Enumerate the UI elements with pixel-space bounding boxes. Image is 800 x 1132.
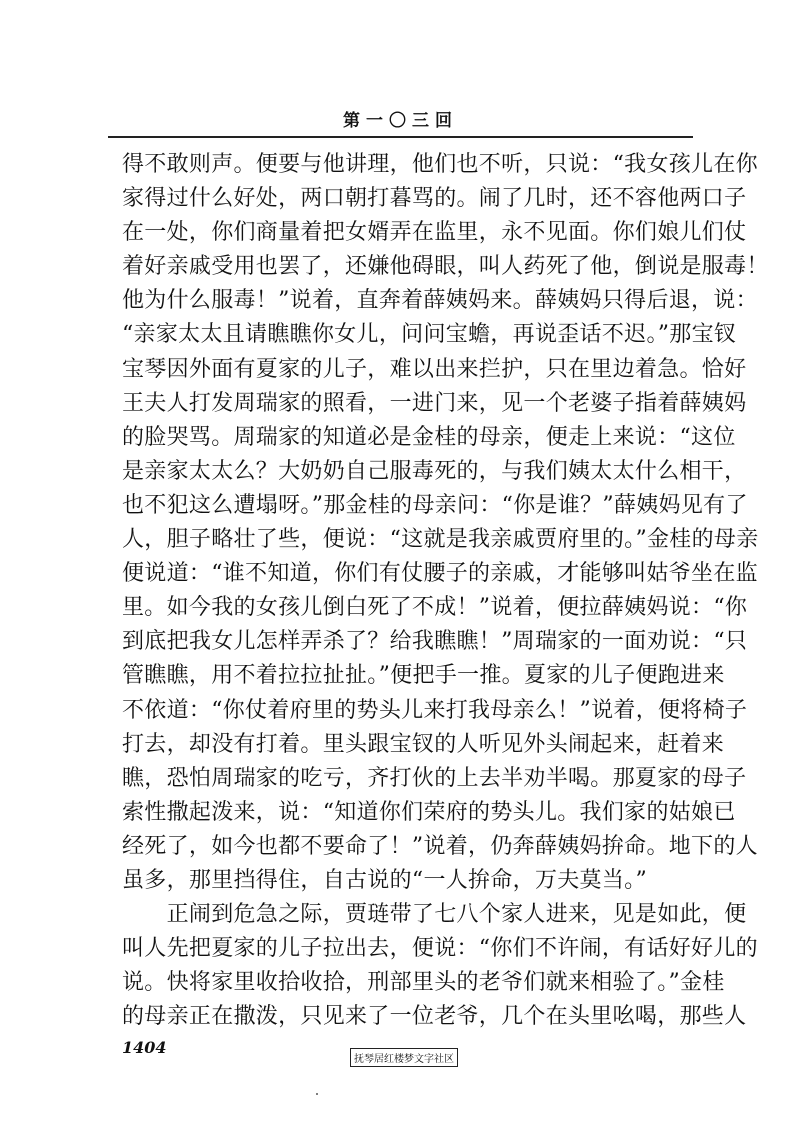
text-line: 家得过什么好处，两口朝打暮骂的。闹了几时，还不容他两口子	[122, 186, 747, 212]
text-line: 里。如今我的女孩儿倒白死了不成！”说着，便拉薛姨妈说：“你	[122, 595, 748, 621]
text-line: 不依道：“你仗着府里的势头儿来打我母亲么！”说着，便将椅子	[122, 697, 748, 723]
text-line: 得不敢则声。便要与他讲理，他们也不听，只说：“我女孩儿在你	[122, 152, 758, 177]
text-line: 虽多，那里挡得住，自古说的“一人拚命，万夫莫当。”	[122, 867, 647, 893]
chapter-title: 第一〇三回	[343, 111, 458, 131]
watermark-stamp: 抚琴居红楼梦文字社区	[350, 1048, 458, 1067]
text-line: 王夫人打发周瑞家的照看，一进门来，见一个老婆子指着薛姨妈	[122, 390, 747, 416]
text-line: 索性撒起泼来，说：“知道你们荣府的势头儿。我们家的姑娘已	[122, 799, 736, 825]
body-text	[122, 148, 769, 1034]
text-line: 到底把我女儿怎样弄杀了？给我瞧瞧！”周瑞家的一面劝说：“只	[122, 629, 748, 655]
text-line: 的母亲正在撒泼，只见来了一位老爷，几个在头里吆喝，那些人	[122, 1004, 747, 1030]
text-line: 瞧，恐怕周瑞家的吃亏，齐打伙的上去半劝半喝。那夏家的母子	[122, 765, 747, 791]
text-line: “亲家太太且请瞧瞧你女儿，问问宝蟾，再说歪话不迟。”那宝钗	[122, 322, 737, 348]
text-line: 便说道：“谁不知道，你们有仗腰子的亲戚，才能够叫姑爷坐在监	[122, 561, 758, 587]
text-line: 他为什么服毒！”说着，直奔着薛姨妈来。薛姨妈只得后退，说：	[122, 288, 758, 314]
page-footer	[122, 1038, 682, 1068]
text-line: 的脸哭骂。周瑞家的知道必是金桂的母亲，便走上来说：“这位	[122, 424, 736, 450]
text-line: 在一处，你们商量着把女婿弄在监里，永不见面。你们娘儿们仗	[122, 220, 747, 246]
page-number: 1404	[122, 1038, 167, 1057]
scan-speck	[316, 1093, 318, 1095]
text-line: 是亲家太太么？大奶奶自己服毒死的，与我们姨太太什么相干，	[122, 458, 747, 484]
text-line: 人，胆子略壮了些，便说：“这就是我亲戚贾府里的。”金桂的母亲	[122, 527, 759, 553]
text-line: 叫人先把夏家的儿子拉出去，便说：“你们不许闹，有话好好儿的	[122, 936, 758, 962]
running-header	[108, 100, 693, 138]
text-line: 正闹到危急之际，贾琏带了七八个家人进来，见是如此，便	[122, 902, 747, 928]
text-line: 管瞧瞧，用不着拉拉扯扯。”便把手一推。夏家的儿子便跑进来	[122, 663, 725, 689]
text-line: 宝琴因外面有夏家的儿子，难以出来拦护，只在里边着急。恰好	[122, 356, 747, 382]
text-line: 也不犯这么遭塌呀。”那金桂的母亲问：“你是谁？”薛姨妈见有了	[122, 492, 748, 518]
text-line: 打去，却没有打着。里头跟宝钗的人听见外头闹起来，赶着来	[122, 731, 725, 757]
text-line: 经死了，如今也都不要命了！”说着，仍奔薛姨妈拚命。地下的人	[122, 833, 758, 859]
text-line: 着好亲戚受用也罢了，还嫌他碍眼，叫人药死了他，倒说是服毒！	[122, 254, 769, 280]
text-line: 说。快将家里收拾收拾，刑部里头的老爷们就来相验了。”金桂	[122, 970, 725, 996]
